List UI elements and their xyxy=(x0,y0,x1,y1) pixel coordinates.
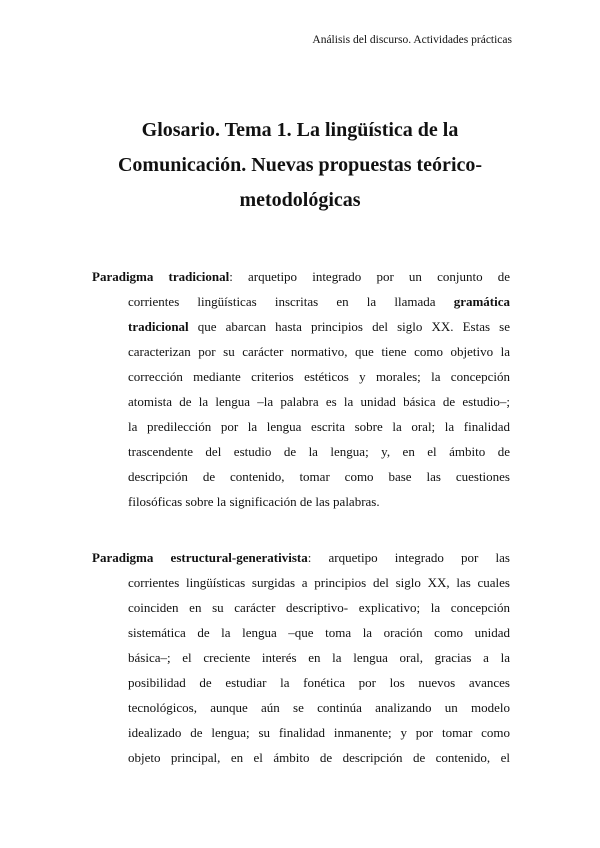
entry-line: caracterizan por su carácter normativo, que tiene como objetivo la xyxy=(128,344,510,359)
page-title xyxy=(90,113,510,218)
entry-line: objeto principal, en el ámbito de descripción de contenido, el xyxy=(128,750,510,765)
entry-line: atomista de la lengua –la palabra es la unidad básica de estudio–; xyxy=(128,394,510,409)
entry-line: corrientes lingüísticas surgidas a principios del siglo XX, las cuales xyxy=(128,575,510,590)
entry-line: filosóficas sobre la significación de las palabras. xyxy=(128,494,380,509)
title-line-3: metodológicas xyxy=(239,189,361,211)
entry-line: trascendente del estudio de la lengua; y, en el ámbito de xyxy=(128,444,510,459)
entry-line: Paradigma tradicional: arquetipo integrado por un conjunto de xyxy=(92,269,511,284)
glossary-entry-paradigma-estructural-generativista xyxy=(92,545,510,770)
entry-line: sistemática de la lengua –que toma la oración como unidad xyxy=(128,625,510,640)
entry-line: posibilidad de estudiar la fonética por los nuevos avances xyxy=(128,675,510,690)
entry-line: la predilección por la lengua escrita sobre la oral; la finalidad xyxy=(128,419,510,434)
title-line-1: Glosario. Tema 1. La lingüística de la xyxy=(141,119,459,141)
entry-line: idealizado de lengua; su finalidad inmanente; y por tomar como xyxy=(128,725,510,740)
entry-line: tecnológicos, aunque aún se continúa analizando un modelo xyxy=(128,700,510,715)
entry-line: corrientes lingüísticas inscritas en la llamada gramática xyxy=(128,294,510,309)
glossary-term: Paradigma estructural-generativista xyxy=(92,550,308,565)
entry-line: Paradigma estructural-generativista: arquetipo integrado por las xyxy=(92,550,510,565)
glossary-term: Paradigma tradicional xyxy=(92,269,230,284)
glossary-entry-paradigma-tradicional xyxy=(92,264,510,514)
emphasis: tradicional xyxy=(128,319,189,334)
entry-line: descripción de contenido, tomar como base las cuestiones xyxy=(128,469,510,484)
entry-line: básica–; el creciente interés en la lengua oral, gracias a la xyxy=(128,650,510,665)
running-header: Análisis del discurso. Actividades prácticas xyxy=(312,34,512,46)
entry-line: coinciden en su carácter descriptivo- explicativo; la concepción xyxy=(128,600,510,615)
entry-line: corrección mediante criterios estéticos y morales; la concepción xyxy=(128,369,510,384)
emphasis: gramática xyxy=(453,294,510,309)
title-line-2: Comunicación. Nuevas propuestas teórico- xyxy=(117,154,483,176)
entry-line: tradicional que abarcan hasta principios del siglo XX. Estas se xyxy=(128,319,510,334)
